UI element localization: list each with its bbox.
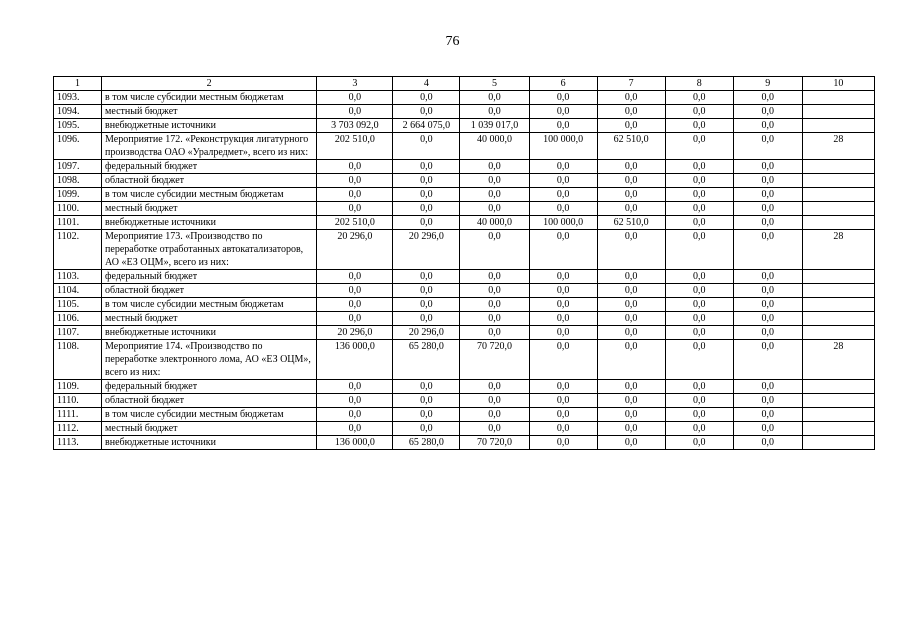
target-ref-cell	[802, 202, 874, 216]
value-cell: 0,0	[317, 380, 393, 394]
value-cell: 62 510,0	[597, 216, 665, 230]
value-cell: 0,0	[597, 174, 665, 188]
value-cell: 3 703 092,0	[317, 119, 393, 133]
value-cell: 136 000,0	[317, 436, 393, 450]
value-cell: 0,0	[733, 436, 802, 450]
value-cell: 0,0	[597, 202, 665, 216]
value-cell: 0,0	[597, 298, 665, 312]
table-row	[54, 380, 875, 394]
row-name: местный бюджет	[102, 312, 317, 326]
value-cell: 0,0	[529, 188, 597, 202]
value-cell: 0,0	[460, 284, 529, 298]
value-cell: 0,0	[317, 312, 393, 326]
value-cell: 0,0	[460, 174, 529, 188]
value-cell: 0,0	[733, 133, 802, 160]
value-cell: 0,0	[393, 133, 460, 160]
value-cell: 0,0	[529, 119, 597, 133]
value-cell: 0,0	[393, 284, 460, 298]
value-cell: 0,0	[529, 422, 597, 436]
row-number: 1097.	[54, 160, 102, 174]
target-ref-cell: 28	[802, 340, 874, 380]
value-cell: 0,0	[529, 298, 597, 312]
table-row	[54, 270, 875, 284]
value-cell: 0,0	[460, 394, 529, 408]
value-cell: 0,0	[733, 422, 802, 436]
value-cell: 0,0	[529, 160, 597, 174]
value-cell: 0,0	[529, 174, 597, 188]
target-ref-cell	[802, 394, 874, 408]
table-row	[54, 105, 875, 119]
page-number: 76	[445, 34, 460, 49]
value-cell: 0,0	[665, 133, 733, 160]
value-cell: 0,0	[393, 202, 460, 216]
value-cell: 0,0	[529, 270, 597, 284]
row-number: 1110.	[54, 394, 102, 408]
value-cell: 0,0	[665, 270, 733, 284]
row-number: 1093.	[54, 91, 102, 105]
value-cell: 0,0	[665, 216, 733, 230]
value-cell: 202 510,0	[317, 133, 393, 160]
target-ref-cell	[802, 105, 874, 119]
value-cell: 0,0	[597, 160, 665, 174]
row-number: 1107.	[54, 326, 102, 340]
value-cell: 0,0	[529, 380, 597, 394]
row-name: местный бюджет	[102, 422, 317, 436]
table-row	[54, 202, 875, 216]
value-cell: 40 000,0	[460, 133, 529, 160]
table-row	[54, 340, 875, 380]
value-cell: 0,0	[665, 422, 733, 436]
value-cell: 0,0	[597, 312, 665, 326]
row-name: Мероприятие 172. «Реконструкция лигатурного производства ОАО «Уралредмет», всего из них:	[102, 133, 317, 160]
target-ref-cell	[802, 326, 874, 340]
row-number: 1113.	[54, 436, 102, 450]
value-cell: 202 510,0	[317, 216, 393, 230]
value-cell: 0,0	[665, 298, 733, 312]
value-cell: 0,0	[460, 380, 529, 394]
value-cell: 0,0	[733, 298, 802, 312]
value-cell: 0,0	[733, 174, 802, 188]
row-name: Мероприятие 173. «Производство по переработке отработанных автокатализаторов, АО «ЕЗ ОЦМ», всего из них:	[102, 230, 317, 270]
value-cell: 0,0	[317, 284, 393, 298]
row-name: федеральный бюджет	[102, 160, 317, 174]
target-ref-cell: 28	[802, 133, 874, 160]
row-name: в том числе субсидии местным бюджетам	[102, 188, 317, 202]
row-number: 1112.	[54, 422, 102, 436]
value-cell: 0,0	[460, 298, 529, 312]
value-cell: 0,0	[665, 174, 733, 188]
value-cell: 0,0	[393, 380, 460, 394]
value-cell: 0,0	[665, 105, 733, 119]
value-cell: 0,0	[529, 436, 597, 450]
value-cell: 0,0	[733, 326, 802, 340]
target-ref-cell	[802, 436, 874, 450]
target-ref-cell	[802, 298, 874, 312]
value-cell: 0,0	[529, 312, 597, 326]
value-cell: 100 000,0	[529, 133, 597, 160]
value-cell: 0,0	[393, 312, 460, 326]
value-cell: 0,0	[529, 284, 597, 298]
value-cell: 0,0	[317, 298, 393, 312]
value-cell: 0,0	[460, 422, 529, 436]
value-cell: 0,0	[733, 216, 802, 230]
value-cell: 0,0	[665, 230, 733, 270]
row-name: федеральный бюджет	[102, 380, 317, 394]
target-ref-cell	[802, 174, 874, 188]
value-cell: 0,0	[393, 216, 460, 230]
value-cell: 0,0	[733, 380, 802, 394]
value-cell: 0,0	[597, 394, 665, 408]
value-cell: 0,0	[317, 408, 393, 422]
value-cell: 0,0	[733, 394, 802, 408]
value-cell: 0,0	[597, 422, 665, 436]
column-header-6: 6	[529, 77, 597, 91]
table-row	[54, 298, 875, 312]
value-cell: 20 296,0	[393, 230, 460, 270]
table-row	[54, 422, 875, 436]
value-cell: 0,0	[460, 408, 529, 422]
value-cell: 0,0	[597, 119, 665, 133]
value-cell: 2 664 075,0	[393, 119, 460, 133]
value-cell: 0,0	[597, 105, 665, 119]
value-cell: 0,0	[393, 160, 460, 174]
value-cell: 0,0	[597, 340, 665, 380]
row-number: 1098.	[54, 174, 102, 188]
table-row	[54, 188, 875, 202]
column-header-10: 10	[802, 77, 874, 91]
value-cell: 0,0	[460, 188, 529, 202]
value-cell: 0,0	[529, 408, 597, 422]
table-row	[54, 119, 875, 133]
value-cell: 70 720,0	[460, 436, 529, 450]
value-cell: 0,0	[393, 270, 460, 284]
table-row	[54, 160, 875, 174]
target-ref-cell	[802, 380, 874, 394]
target-ref-cell	[802, 312, 874, 326]
target-ref-cell	[802, 119, 874, 133]
value-cell: 0,0	[393, 408, 460, 422]
value-cell: 0,0	[733, 230, 802, 270]
value-cell: 0,0	[460, 270, 529, 284]
row-name: в том числе субсидии местным бюджетам	[102, 91, 317, 105]
value-cell: 0,0	[665, 340, 733, 380]
table-row	[54, 394, 875, 408]
value-cell: 0,0	[733, 160, 802, 174]
target-ref-cell	[802, 216, 874, 230]
row-number: 1103.	[54, 270, 102, 284]
value-cell: 0,0	[665, 284, 733, 298]
row-name: внебюджетные источники	[102, 436, 317, 450]
table-row	[54, 174, 875, 188]
value-cell: 0,0	[393, 174, 460, 188]
value-cell: 0,0	[460, 312, 529, 326]
value-cell: 0,0	[317, 91, 393, 105]
value-cell: 0,0	[317, 270, 393, 284]
row-number: 1104.	[54, 284, 102, 298]
row-name: внебюджетные источники	[102, 326, 317, 340]
value-cell: 0,0	[529, 202, 597, 216]
value-cell: 0,0	[733, 340, 802, 380]
column-header-3: 3	[317, 77, 393, 91]
row-number: 1101.	[54, 216, 102, 230]
value-cell: 1 039 017,0	[460, 119, 529, 133]
value-cell: 0,0	[665, 312, 733, 326]
row-number: 1100.	[54, 202, 102, 216]
value-cell: 0,0	[529, 230, 597, 270]
value-cell: 40 000,0	[460, 216, 529, 230]
value-cell: 0,0	[597, 284, 665, 298]
header-row	[54, 77, 875, 91]
value-cell: 0,0	[393, 105, 460, 119]
value-cell: 0,0	[529, 91, 597, 105]
row-name: в том числе субсидии местным бюджетам	[102, 298, 317, 312]
budget-table	[53, 76, 875, 450]
value-cell: 100 000,0	[529, 216, 597, 230]
row-name: в том числе субсидии местным бюджетам	[102, 408, 317, 422]
row-number: 1095.	[54, 119, 102, 133]
value-cell: 0,0	[733, 284, 802, 298]
value-cell: 0,0	[317, 202, 393, 216]
value-cell: 0,0	[597, 230, 665, 270]
value-cell: 0,0	[317, 174, 393, 188]
row-name: местный бюджет	[102, 202, 317, 216]
value-cell: 0,0	[460, 202, 529, 216]
column-header-8: 8	[665, 77, 733, 91]
value-cell: 20 296,0	[317, 326, 393, 340]
value-cell: 65 280,0	[393, 436, 460, 450]
row-name: местный бюджет	[102, 105, 317, 119]
table-row	[54, 284, 875, 298]
row-name: Мероприятие 174. «Производство по переработке электронного лома, АО «ЕЗ ОЦМ», всего из них:	[102, 340, 317, 380]
value-cell: 0,0	[529, 105, 597, 119]
value-cell: 0,0	[317, 160, 393, 174]
value-cell: 70 720,0	[460, 340, 529, 380]
value-cell: 0,0	[733, 270, 802, 284]
row-number: 1109.	[54, 380, 102, 394]
value-cell: 0,0	[597, 380, 665, 394]
row-name: федеральный бюджет	[102, 270, 317, 284]
row-number: 1096.	[54, 133, 102, 160]
table-row	[54, 216, 875, 230]
value-cell: 0,0	[665, 380, 733, 394]
value-cell: 0,0	[317, 394, 393, 408]
value-cell: 0,0	[393, 394, 460, 408]
row-number: 1102.	[54, 230, 102, 270]
row-number: 1105.	[54, 298, 102, 312]
value-cell: 0,0	[665, 119, 733, 133]
table-body	[54, 91, 875, 450]
value-cell: 0,0	[529, 340, 597, 380]
value-cell: 0,0	[317, 105, 393, 119]
column-header-4: 4	[393, 77, 460, 91]
value-cell: 0,0	[665, 91, 733, 105]
value-cell: 20 296,0	[393, 326, 460, 340]
table-row	[54, 312, 875, 326]
value-cell: 65 280,0	[393, 340, 460, 380]
value-cell: 0,0	[597, 188, 665, 202]
value-cell: 0,0	[597, 408, 665, 422]
value-cell: 0,0	[460, 230, 529, 270]
target-ref-cell	[802, 160, 874, 174]
table-row	[54, 230, 875, 270]
table-header	[54, 77, 875, 91]
value-cell: 0,0	[665, 436, 733, 450]
value-cell: 0,0	[317, 422, 393, 436]
value-cell: 0,0	[460, 326, 529, 340]
column-header-7: 7	[597, 77, 665, 91]
value-cell: 136 000,0	[317, 340, 393, 380]
column-header-2: 2	[102, 77, 317, 91]
target-ref-cell	[802, 188, 874, 202]
table-row	[54, 91, 875, 105]
value-cell: 0,0	[733, 188, 802, 202]
table-row	[54, 133, 875, 160]
value-cell: 0,0	[317, 188, 393, 202]
row-name: внебюджетные источники	[102, 119, 317, 133]
column-header-1: 1	[54, 77, 102, 91]
row-number: 1094.	[54, 105, 102, 119]
row-name: областной бюджет	[102, 284, 317, 298]
value-cell: 0,0	[529, 394, 597, 408]
value-cell: 0,0	[733, 105, 802, 119]
value-cell: 0,0	[393, 91, 460, 105]
target-ref-cell	[802, 270, 874, 284]
value-cell: 0,0	[733, 119, 802, 133]
value-cell: 0,0	[460, 105, 529, 119]
value-cell: 20 296,0	[317, 230, 393, 270]
value-cell: 0,0	[597, 326, 665, 340]
value-cell: 0,0	[733, 408, 802, 422]
row-number: 1099.	[54, 188, 102, 202]
target-ref-cell: 28	[802, 230, 874, 270]
value-cell: 0,0	[597, 436, 665, 450]
value-cell: 0,0	[665, 326, 733, 340]
value-cell: 0,0	[665, 188, 733, 202]
value-cell: 0,0	[597, 270, 665, 284]
value-cell: 0,0	[460, 160, 529, 174]
target-ref-cell	[802, 408, 874, 422]
value-cell: 0,0	[733, 312, 802, 326]
row-number: 1111.	[54, 408, 102, 422]
value-cell: 0,0	[460, 91, 529, 105]
value-cell: 0,0	[393, 298, 460, 312]
value-cell: 0,0	[733, 91, 802, 105]
table-row	[54, 436, 875, 450]
value-cell: 0,0	[529, 326, 597, 340]
table-row	[54, 408, 875, 422]
value-cell: 0,0	[665, 202, 733, 216]
row-number: 1106.	[54, 312, 102, 326]
column-header-9: 9	[733, 77, 802, 91]
target-ref-cell	[802, 422, 874, 436]
value-cell: 0,0	[597, 91, 665, 105]
target-ref-cell	[802, 91, 874, 105]
value-cell: 0,0	[733, 202, 802, 216]
value-cell: 0,0	[665, 160, 733, 174]
target-ref-cell	[802, 284, 874, 298]
row-name: внебюджетные источники	[102, 216, 317, 230]
row-number: 1108.	[54, 340, 102, 380]
value-cell: 0,0	[665, 394, 733, 408]
row-name: областной бюджет	[102, 174, 317, 188]
value-cell: 0,0	[393, 188, 460, 202]
value-cell: 62 510,0	[597, 133, 665, 160]
table-row	[54, 326, 875, 340]
value-cell: 0,0	[393, 422, 460, 436]
value-cell: 0,0	[665, 408, 733, 422]
row-name: областной бюджет	[102, 394, 317, 408]
column-header-5: 5	[460, 77, 529, 91]
